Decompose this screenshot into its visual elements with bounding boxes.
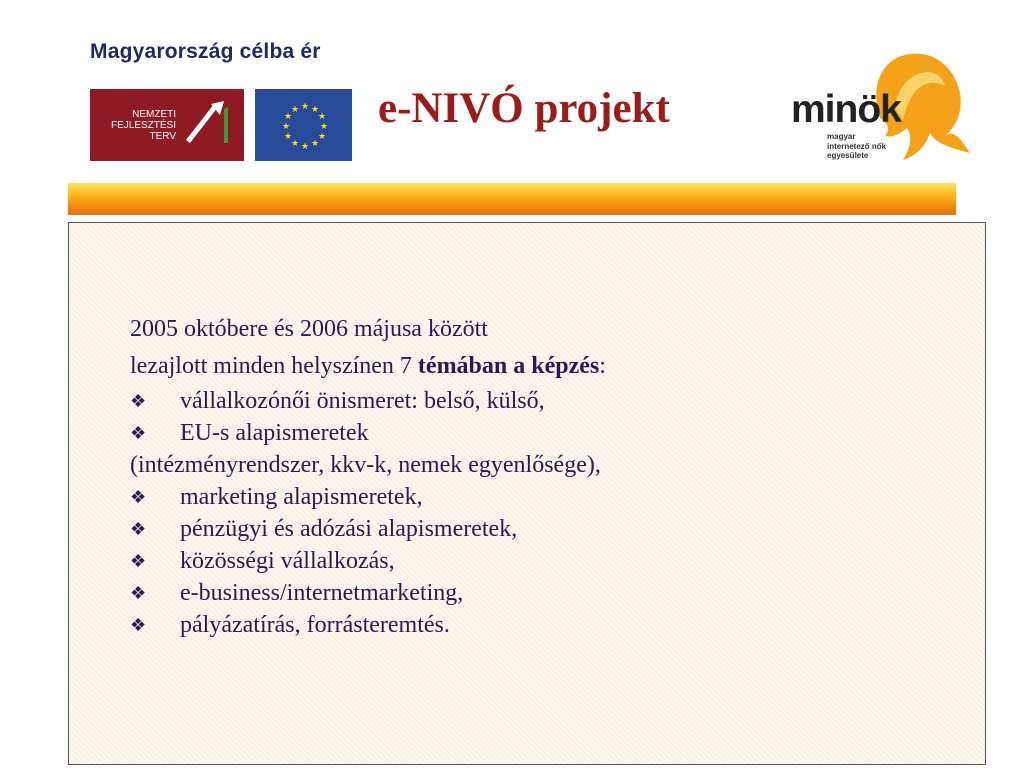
svg-text:★: ★ xyxy=(291,104,300,114)
list-item-label: e-business/internetmarketing, xyxy=(180,580,464,606)
bullet-icon: ❖ xyxy=(130,487,147,507)
list-item xyxy=(130,609,606,641)
svg-text:★: ★ xyxy=(284,131,293,141)
intro-line-1: 2005 októbere és 2006 májusa között xyxy=(130,316,488,342)
bullet-icon: ❖ xyxy=(130,615,147,635)
svg-text:★: ★ xyxy=(301,141,310,151)
svg-text:★: ★ xyxy=(284,111,293,121)
banner-text: Magyarország célba ér xyxy=(90,40,321,63)
list-item-label: pályázatírás, forrásteremtés. xyxy=(180,612,450,638)
list-item-label: közösségi vállalkozás, xyxy=(180,548,395,574)
svg-text:★: ★ xyxy=(320,121,329,131)
list-item xyxy=(130,417,606,449)
svg-text:★: ★ xyxy=(311,138,320,148)
minok-logo xyxy=(785,48,975,178)
list-item-label: vállalkozónői önismeret: belső, külső, xyxy=(180,388,545,414)
intro-line-2-prefix: lezajlott minden helyszínen 7 xyxy=(130,353,418,379)
bullet-icon: ❖ xyxy=(130,519,147,539)
list-item xyxy=(130,513,606,545)
list-item xyxy=(130,545,606,577)
eu-stars-icon xyxy=(255,89,352,161)
nft-logo xyxy=(90,89,244,161)
intro-line-2 xyxy=(130,348,606,385)
svg-text:★: ★ xyxy=(301,101,310,111)
eu-flag xyxy=(255,89,352,161)
bullet-icon: ❖ xyxy=(130,423,147,443)
bullet-icon: ❖ xyxy=(130,583,147,603)
list-item xyxy=(130,385,606,417)
nft-logo-text: NEMZETI FEJLESZTÉSI TERV xyxy=(110,109,176,142)
list-item-label: marketing alapismeretek, xyxy=(180,484,423,510)
svg-text:★: ★ xyxy=(311,104,320,114)
list-item-continuation: (intézményrendszer, kkv-k, nemek egyenlősége), xyxy=(130,452,601,478)
svg-text:★: ★ xyxy=(318,111,327,121)
svg-text:★: ★ xyxy=(318,131,327,141)
svg-text:★: ★ xyxy=(291,138,300,148)
list-item-label: pénzügyi és adózási alapismeretek, xyxy=(180,516,518,542)
content-text xyxy=(130,311,606,641)
bullet-icon: ❖ xyxy=(130,551,147,571)
page-title: e-NIVÓ projekt xyxy=(378,85,670,132)
header-stripe xyxy=(68,183,956,215)
minok-wordmark: minök xyxy=(791,88,901,131)
minok-subtitle: magyar internetező nők egyesülete xyxy=(827,132,887,160)
intro-line-2-suffix: : xyxy=(599,353,606,379)
bullet-icon: ❖ xyxy=(130,391,147,411)
list-item xyxy=(130,481,606,513)
intro-line-2-bold: témában a képzés xyxy=(417,353,600,379)
list-item-label: EU-s alapismeretek xyxy=(180,420,369,446)
svg-text:★: ★ xyxy=(282,121,291,131)
nft-arrow-icon xyxy=(90,89,244,161)
list-item xyxy=(130,577,606,609)
